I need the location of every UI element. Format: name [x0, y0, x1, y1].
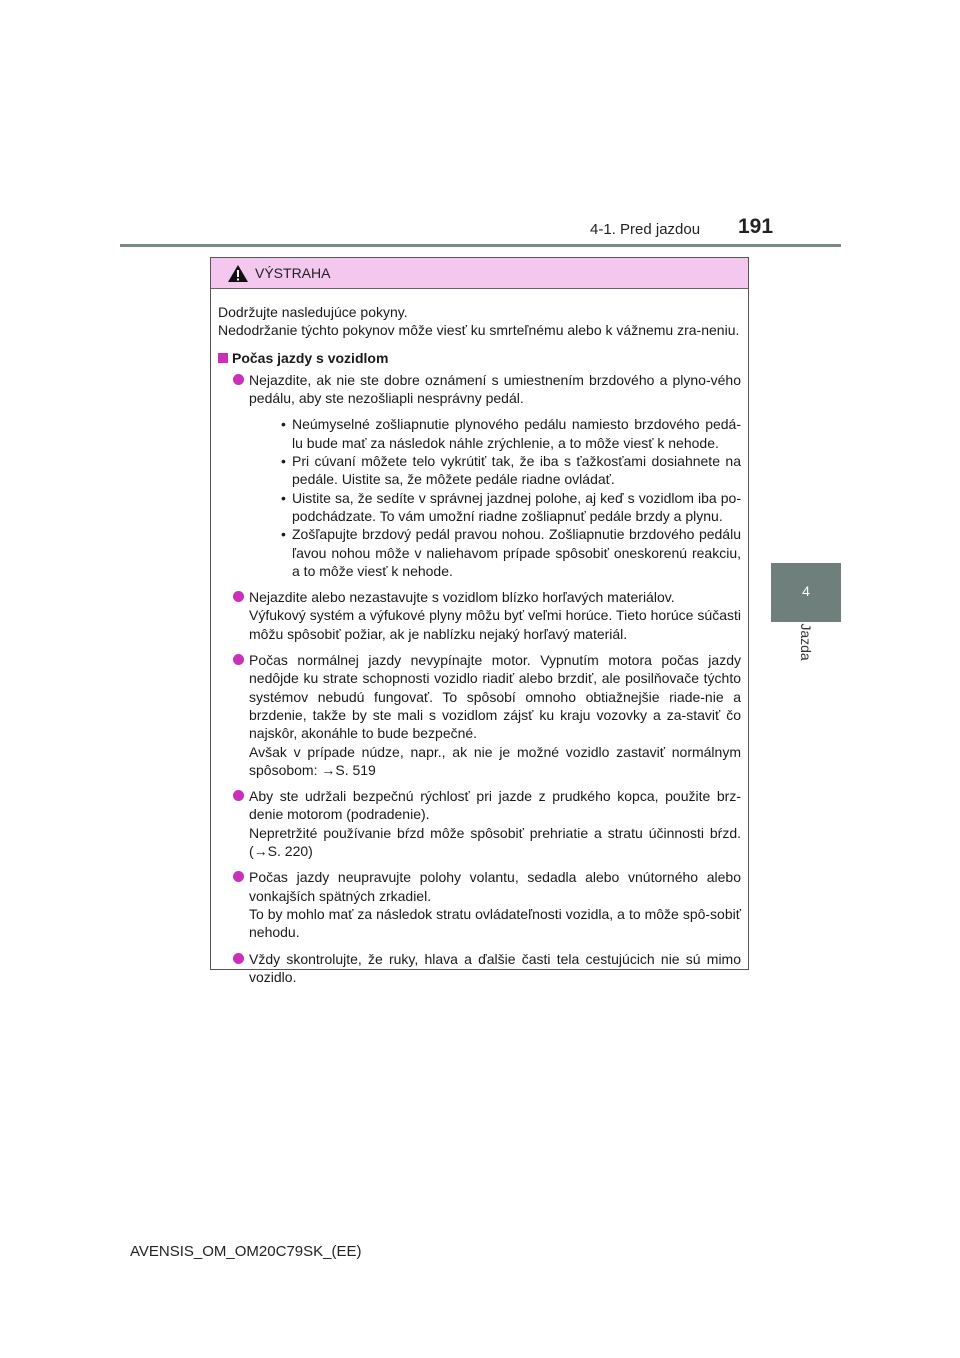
bullet-mark: •	[281, 416, 286, 433]
warning-item-1	[218, 371, 741, 580]
bullet-mark: •	[281, 489, 286, 506]
sub-item-3	[249, 489, 741, 526]
document-code: AVENSIS_OM_OM20C79SK_(EE)	[130, 1243, 362, 1260]
pink-circle-icon	[233, 871, 244, 882]
sub-item-4	[249, 525, 741, 580]
sub-item-2	[249, 452, 741, 489]
chapter-tab[interactable]	[771, 563, 841, 622]
sub-list	[249, 415, 741, 580]
sub-item-4-text: Zošľapujte brzdový pedál pravou nohou. Zošliapnutie brzdového pedálu ľavou nohou môže v naliehavom prípade spôsobiť oneskorenú reakciu, a to môže viesť k nehode.	[292, 526, 741, 579]
pink-circle-icon	[233, 654, 244, 665]
chapter-label	[771, 622, 841, 662]
warning-item-2	[218, 588, 741, 643]
warning-item-5	[218, 868, 741, 941]
intro-line-2: Nedodržanie týchto pokynov môže viesť ku smrteľnému alebo k vážnemu zra-neniu.	[218, 322, 740, 339]
pink-circle-icon	[233, 374, 244, 385]
warning-item-5-para-2: To by mohlo mať za následok stratu ovládateľnosti vozidla, a to môže spô-sobiť nehodu.	[249, 905, 741, 941]
pink-circle-icon	[233, 953, 244, 964]
warning-item-2-line-1: Nejazdite alebo nezastavujte s vozidlom blízko horľavých materiálov.	[249, 589, 675, 606]
warning-item-1-text: Nejazdite, ak nie ste dobre oznámení s umiestnením brzdového a plyno-vého pedálu, aby ste nezošliapli nesprávny pedál.	[249, 371, 741, 407]
warning-title: VÝSTRAHA	[255, 265, 331, 281]
pink-circle-icon	[233, 591, 244, 602]
subsection-heading	[218, 349, 741, 367]
warning-intro	[218, 303, 741, 340]
warning-item-3	[218, 651, 741, 779]
warning-item-4-para-1: Aby ste udržali bezpečnú rýchlosť pri jazde z prudkého kopca, použite brz-denie motorom (podradenie).	[249, 788, 741, 823]
warning-item-4	[218, 787, 741, 860]
pink-circle-icon	[233, 790, 244, 801]
warning-body	[211, 289, 748, 986]
section-title: 4-1. Pred jazdou	[590, 221, 701, 238]
pink-square-icon	[218, 353, 228, 363]
bullet-mark: •	[281, 453, 286, 470]
warning-item-5-para-1: Počas jazdy neupravujte polohy volantu, sedadla alebo vnútorného alebo vonkajších spätných zrkadiel.	[249, 869, 741, 904]
bullet-mark: •	[281, 526, 286, 543]
chapter-number: 4	[802, 583, 810, 599]
chapter-label-text: Jazda	[798, 623, 814, 661]
warning-header	[211, 258, 748, 289]
intro-line-1: Dodržujte nasledujúce pokyny.	[218, 304, 408, 320]
warning-box	[210, 257, 749, 985]
warning-item-6-text: Vždy skontrolujte, že ruky, hlava a ďalšie časti tela cestujúcich nie sú mimo vozidlo.	[249, 950, 741, 985]
sub-item-3-text: Uistite sa, že sedíte v správnej jazdnej polohe, aj keď s vozidlom iba po-podchádzate. To vám umožní riadne zošliapnuť pedále brzdy a plynu.	[292, 489, 741, 524]
subsection-heading-text: Počas jazdy s vozidlom	[232, 349, 389, 366]
warning-item-3-para-2: Avšak v prípade núdze, napr., ak nie je možné vozidlo zastaviť normálnym spôsobom: →S. 519	[249, 743, 741, 778]
warning-item-2-line-2: Výfukový systém a výfukové plyny môžu byť veľmi horúce. Tieto horúce súčasti môžu spôsobiť požiar, ak je nablízku nejaký horľavý materiál.	[249, 607, 741, 642]
sub-item-2-text: Pri cúvaní môžete telo vykrútiť tak, že iba s ťažkosťami dosiahnete na pedále. Uistite sa, že môžete pedále riadne ovládať.	[292, 453, 741, 488]
warning-item-3-para-1: Počas normálnej jazdy nevypínajte motor. Vypnutím motora počas jazdy nedôjde ku strate schopnosti vozidlo riadiť alebo brzdiť, ale posilňovače týchto systémov nebudú fungovať. To spôsobí omnoho obtiažnejšie riade-nie a brzdenie, takže by ste mali s vozidlom zájsť ku kraju vozovky a za-staviť čo najskôr, akonáhle to bude bezpečné.	[249, 652, 741, 742]
warning-item-4-para-2: Nepretržité používanie bŕzd môže spôsobiť prehriatie a stratu účinnosti bŕzd. (→S. 220)	[249, 824, 741, 860]
sub-item-1-text: Neúmyselné zošliapnutie plynového pedálu namiesto brzdového pedá-lu bude mať za následok náhle zrýchlenie, a to môže viesť k nehode.	[292, 416, 741, 451]
sub-item-1	[249, 415, 741, 452]
warning-triangle-icon	[227, 264, 249, 283]
page-number: 191	[738, 215, 774, 238]
header-divider	[120, 244, 841, 247]
warning-item-6	[218, 950, 741, 987]
